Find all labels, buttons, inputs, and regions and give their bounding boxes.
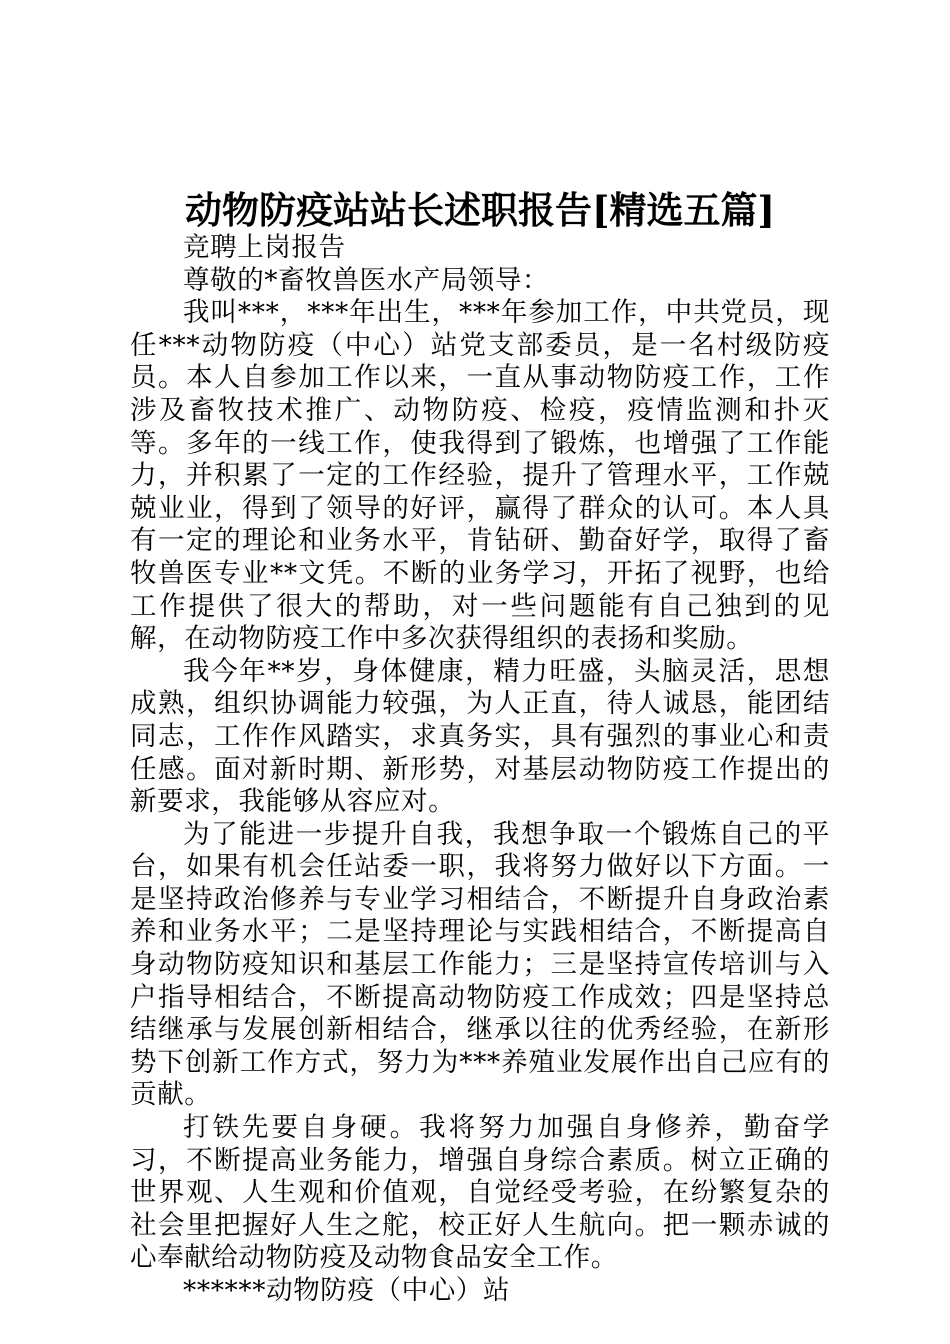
signature-line: ******动物防疫（中心）站 xyxy=(183,1275,510,1306)
paragraph-4: 打铁先要自身硬。我将努力加强自身修养，勤奋学习，不断提高业务能力，增强自身综合素质。树立正确的世界观、人生观和价值观，自觉经受考验，在纷繁复杂的社会里把握好人生之舵，校正好人生航向。把一颗赤诚的心奉献给动物防疫及动物食品安全工作。 xyxy=(130,1112,830,1274)
paragraph-3: 为了能进一步提升自我，我想争取一个锻炼自己的平台，如果有机会任站委一职，我将努力做好以下方面。一是坚持政治修养与专业学习相结合，不断提升自身政治素养和业务水平；二是坚持理论与实践相结合，不断提高自身动物防疫知识和基层工作能力；三是坚持宣传培训与入户指导相结合，不断提高动物防疫工作成效；四是坚持总结继承与发展创新相结合，继承以往的优秀经验，在新形势下创新工作方式，努力为***养殖业发展作出自己应有的贡献。 xyxy=(130,818,830,1111)
paragraph-2: 我今年**岁，身体健康，精力旺盛，头脑灵活，思想成熟，组织协调能力较强，为人正直，待人诚恳，能团结同志，工作作风踏实，求真务实，具有强烈的事业心和责任感。面对新时期、新形势，对基层动物防疫工作提出的新要求，我能够从容应对。 xyxy=(130,655,830,818)
salutation-line: 尊敬的*畜牧兽医水产局领导： xyxy=(183,264,550,296)
document-title: 动物防疫站站长述职报告[精选五篇] xyxy=(184,188,775,232)
paragraph-1: 我叫***，***年出生，***年参加工作，中共党员，现任***动物防疫（中心）站党支部委员，是一名村级防疫员。本人自参加工作以来，一直从事动物防疫工作，工作涉及畜牧技术推广、动物防疫、检疫，疫情监测和扑灭等。多年的一线工作，使我得到了锻炼，也增强了工作能力，并积累了一定的工作经验，提升了管理水平，工作兢兢业业，得到了领导的好评，赢得了群众的认可。本人具有一定的理论和业务水平，肯钻研、勤奋好学，取得了畜牧兽医专业**文凭。不断的业务学习，开拓了视野，也给工作提供了很大的帮助，对一些问题能有自己独到的见解，在动物防疫工作中多次获得组织的表扬和奖励。 xyxy=(130,297,830,655)
document-body xyxy=(130,232,830,1308)
heading-line: 竞聘上岗报告 xyxy=(183,232,346,263)
